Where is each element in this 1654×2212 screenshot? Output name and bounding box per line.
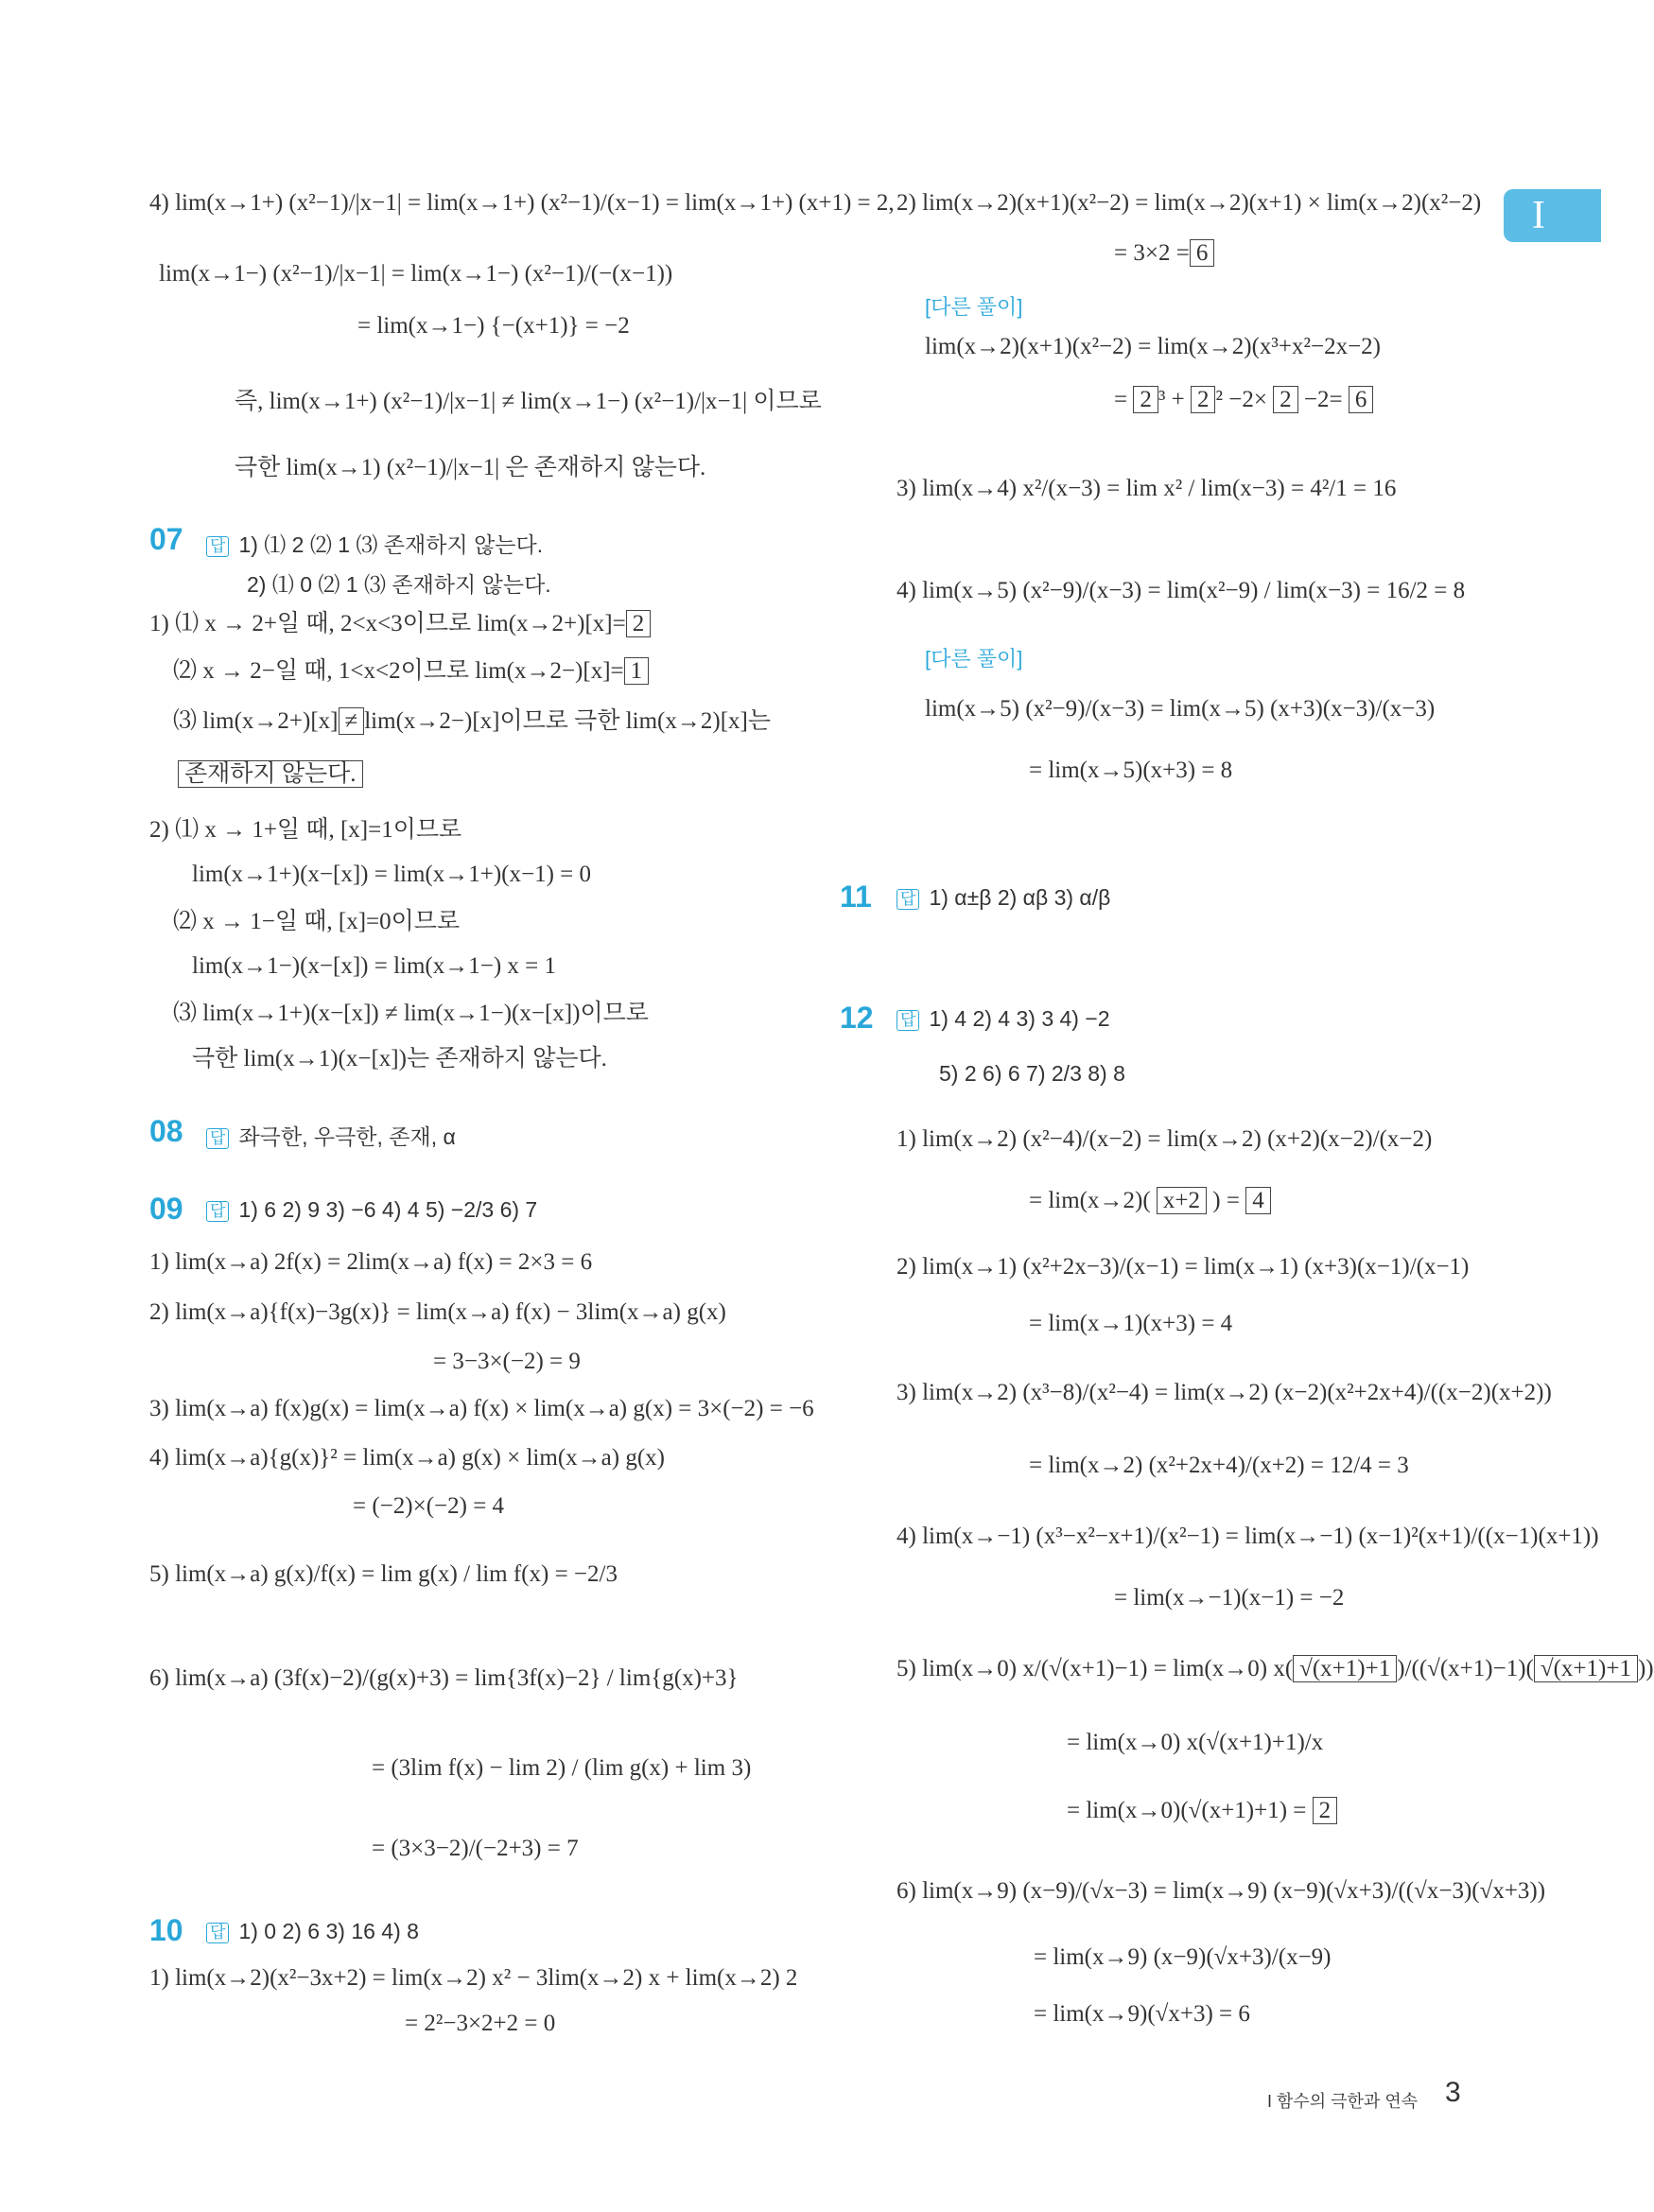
answer-box: 2 bbox=[1313, 1797, 1338, 1824]
p12-line-4: = lim(x→1)(x+3) = 4 bbox=[1029, 1311, 1233, 1336]
p11-answer: 답 1) α±β 2) αβ 3) α/β bbox=[897, 885, 1110, 911]
answer-box: 2 bbox=[1273, 386, 1298, 413]
p10-line-8: 4) lim(x→5) (x²−9)/(x−3) = lim(x²−9) / lim(x−3) = 16/2 = 8 bbox=[897, 578, 1466, 603]
answer-badge: 답 bbox=[897, 1010, 919, 1031]
p07-line-5 bbox=[178, 760, 363, 789]
p07-line-11: 극한 lim(x→1)(x−[x])는 존재하지 않는다. bbox=[192, 1046, 607, 1071]
answer-box: 6 bbox=[1190, 239, 1215, 267]
p08-answer: 답 좌극한, 우극한, 존재, α bbox=[206, 1120, 456, 1151]
p12-line-7: 4) lim(x→−1) (x³−x²−x+1)/(x²−1) = lim(x→−1) (x−1)²(x+1)/((x−1)(x+1)) bbox=[897, 1524, 1599, 1549]
p12-line-9: 5) lim(x→0) x/(√(x+1)−1) = lim(x→0) x( √(x+1)+1 )/((√(x+1)−1)( √(x+1)+1 )) bbox=[897, 1656, 1654, 1681]
p10-line-3: 2) lim(x→2)(x+1)(x²−2) = lim(x→2)(x+1) × lim(x→2)(x²−2) bbox=[897, 190, 1482, 216]
p06-line-4: 즉, lim(x→1+) (x²−1)/|x−1| ≠ lim(x→1−) (x²−1)/|x−1| 이므로 bbox=[235, 389, 822, 414]
answer-badge: 답 bbox=[206, 1128, 229, 1149]
answer-badge: 답 bbox=[897, 889, 919, 910]
p06-line-2: lim(x→1−) (x²−1)/|x−1| = lim(x→1−) (x²−1)/(−(x−1)) bbox=[159, 261, 673, 287]
answer-badge: 답 bbox=[206, 536, 229, 557]
p07-line-2: ⑵ x → 2−일 때, 1<x<2이므로 lim(x→2−)[x]= 1 bbox=[173, 657, 649, 686]
p10-line-6: = 2 ³ + 2 ² −2× 2 −2= 6 bbox=[1114, 386, 1373, 414]
answer-box: x+2 bbox=[1157, 1187, 1207, 1214]
p07-line-6: 2) ⑴ x → 1+일 때, [x]=1이므로 bbox=[149, 817, 462, 843]
p09-line-8: 6) lim(x→a) (3f(x)−2)/(g(x)+3) = lim{3f(x)−2} / lim{g(x)+3} bbox=[149, 1665, 739, 1691]
p09-line-10: = (3×3−2)/(−2+3) = 7 bbox=[372, 1836, 579, 1861]
p09-line-4: 3) lim(x→a) f(x)g(x) = lim(x→a) f(x) × lim(x→a) g(x) = 3×(−2) = −6 bbox=[149, 1396, 814, 1421]
p09-answer: 답 1) 6 2) 9 3) −6 4) 4 5) −2/3 6) 7 bbox=[206, 1197, 537, 1223]
p06-line-1: 4) lim(x→1+) (x²−1)/|x−1| = lim(x→1+) (x²−1)/(x−1) = lim(x→1+) (x+1) = 2, bbox=[149, 190, 895, 216]
p07-line-7: lim(x→1+)(x−[x]) = lim(x→1+)(x−1) = 0 bbox=[192, 862, 592, 887]
problem-number-07: 07 bbox=[149, 522, 183, 556]
alt-solution-label: [다른 풀이] bbox=[925, 295, 1023, 319]
p10-line-2: = 2²−3×2+2 = 0 bbox=[405, 2011, 556, 2036]
p09-line-2: 2) lim(x→a){f(x)−3g(x)} = lim(x→a) f(x) − 3lim(x→a) g(x) bbox=[149, 1299, 726, 1325]
p10-line-5: lim(x→2)(x+1)(x²−2) = lim(x→2)(x³+x²−2x−2) bbox=[925, 334, 1382, 359]
chapter-side-tab: I bbox=[1504, 189, 1601, 242]
p07-line-3: ⑶ lim(x→2+)[x] ≠ lim(x→2−)[x]이므로 극한 lim(x→2)[x]는 bbox=[173, 708, 772, 734]
p12-line-6: = lim(x→2) (x²+2x+4)/(x+2) = 12/4 = 3 bbox=[1029, 1453, 1409, 1478]
p12-line-10: = lim(x→0) x(√(x+1)+1)/x bbox=[1067, 1730, 1324, 1755]
p12-line-1: 1) lim(x→2) (x²−4)/(x−2) = lim(x→2) (x+2)(x−2)/(x−2) bbox=[897, 1126, 1433, 1152]
answer-box: 4 bbox=[1245, 1187, 1271, 1214]
p07-answer-line-2: 2) ⑴ 0 ⑵ 1 ⑶ 존재하지 않는다. bbox=[247, 572, 551, 597]
problem-number-09: 09 bbox=[149, 1192, 183, 1226]
answer-box: √(x+1)+1 bbox=[1293, 1655, 1397, 1682]
p12-line-5: 3) lim(x→2) (x³−8)/(x²−4) = lim(x→2) (x−2)(x²+2x+4)/((x−2)(x+2)) bbox=[897, 1380, 1552, 1405]
answer-badge: 답 bbox=[206, 1923, 229, 1943]
p12-answer-line-2: 5) 2 6) 6 7) 2/3 8) 8 bbox=[939, 1061, 1125, 1086]
p06-line-5: 극한 lim(x→1) (x²−1)/|x−1| 은 존재하지 않는다. bbox=[235, 455, 706, 480]
p07-line-8: ⑵ x → 1−일 때, [x]=0이므로 bbox=[173, 909, 461, 934]
p10-line-7: 3) lim(x→4) x²/(x−3) = lim x² / lim(x−3) = 4²/1 = 16 bbox=[897, 476, 1397, 501]
p12-line-14: = lim(x→9)(√x+3) = 6 bbox=[1034, 2001, 1250, 2027]
p10-answer: 답 1) 0 2) 6 3) 16 4) 8 bbox=[206, 1919, 419, 1944]
answer-box: 6 bbox=[1349, 386, 1374, 413]
answer-box: 2 bbox=[626, 610, 652, 637]
p09-line-5: 4) lim(x→a){g(x)}² = lim(x→a) g(x) × lim(x→a) g(x) bbox=[149, 1445, 665, 1471]
p09-line-7: 5) lim(x→a) g(x)/f(x) = lim g(x) / lim f(x) = −2/3 bbox=[149, 1561, 618, 1587]
p12-line-2: = lim(x→2)( x+2 ) = 4 bbox=[1029, 1187, 1271, 1215]
p12-line-11: = lim(x→0)(√(x+1)+1) = 2 bbox=[1067, 1797, 1337, 1825]
p10-line-9: lim(x→5) (x²−9)/(x−3) = lim(x→5) (x+3)(x−3)/(x−3) bbox=[925, 696, 1436, 722]
p09-line-3: = 3−3×(−2) = 9 bbox=[433, 1349, 581, 1374]
p07-line-10: ⑶ lim(x→1+)(x−[x]) ≠ lim(x→1−)(x−[x])이므로 bbox=[173, 1001, 649, 1026]
problem-number-08: 08 bbox=[149, 1114, 183, 1148]
p09-line-9: = (3lim f(x) − lim 2) / (lim g(x) + lim 3) bbox=[372, 1755, 752, 1781]
answer-box: 2 bbox=[1133, 386, 1158, 413]
problem-number-12: 12 bbox=[840, 1001, 874, 1035]
p07-answer-line-1: 답 1) ⑴ 2 ⑵ 1 ⑶ 존재하지 않는다. bbox=[206, 528, 543, 559]
p12-line-8: = lim(x→−1)(x−1) = −2 bbox=[1114, 1585, 1345, 1611]
answer-badge: 답 bbox=[206, 1201, 229, 1222]
answer-box: 1 bbox=[624, 657, 650, 685]
p10-line-10: = lim(x→5)(x+3) = 8 bbox=[1029, 758, 1233, 783]
footer-chapter: I 함수의 극한과 연속 bbox=[1267, 2092, 1419, 2111]
p10-line-4: = 3×2 = 6 bbox=[1114, 239, 1214, 268]
p12-answer-line-1: 답 1) 4 2) 4 3) 3 4) −2 bbox=[897, 1006, 1110, 1032]
alt-solution-label-2: [다른 풀이] bbox=[925, 647, 1023, 671]
answer-box-text: 존재하지 않는다. bbox=[178, 760, 363, 788]
problem-number-10: 10 bbox=[149, 1913, 183, 1947]
page-number: 3 bbox=[1445, 2077, 1461, 2108]
p12-line-13: = lim(x→9) (x−9)(√x+3)/(x−9) bbox=[1034, 1944, 1332, 1970]
p10-line-1: 1) lim(x→2)(x²−3x+2) = lim(x→2) x² − 3lim(x→2) x + lim(x→2) 2 bbox=[149, 1965, 798, 1991]
p06-line-3: = lim(x→1−) {−(x+1)} = −2 bbox=[357, 313, 630, 339]
answer-box: 2 bbox=[1191, 386, 1216, 413]
p12-line-12: 6) lim(x→9) (x−9)/(√x−3) = lim(x→9) (x−9)(√x+3)/((√x−3)(√x+3)) bbox=[897, 1878, 1546, 1904]
problem-number-11: 11 bbox=[840, 880, 872, 914]
answer-box: √(x+1)+1 bbox=[1534, 1655, 1638, 1682]
p12-line-3: 2) lim(x→1) (x²+2x−3)/(x−1) = lim(x→1) (x+3)(x−1)/(x−1) bbox=[897, 1254, 1470, 1280]
p07-line-1: 1) ⑴ x → 2+일 때, 2<x<3이므로 lim(x→2+)[x]= 2 bbox=[149, 610, 651, 638]
p09-line-1: 1) lim(x→a) 2f(x) = 2lim(x→a) f(x) = 2×3 = 6 bbox=[149, 1249, 593, 1275]
p09-line-6: = (−2)×(−2) = 4 bbox=[353, 1493, 505, 1519]
answer-box: ≠ bbox=[339, 707, 365, 735]
p07-line-9: lim(x→1−)(x−[x]) = lim(x→1−) x = 1 bbox=[192, 953, 557, 979]
